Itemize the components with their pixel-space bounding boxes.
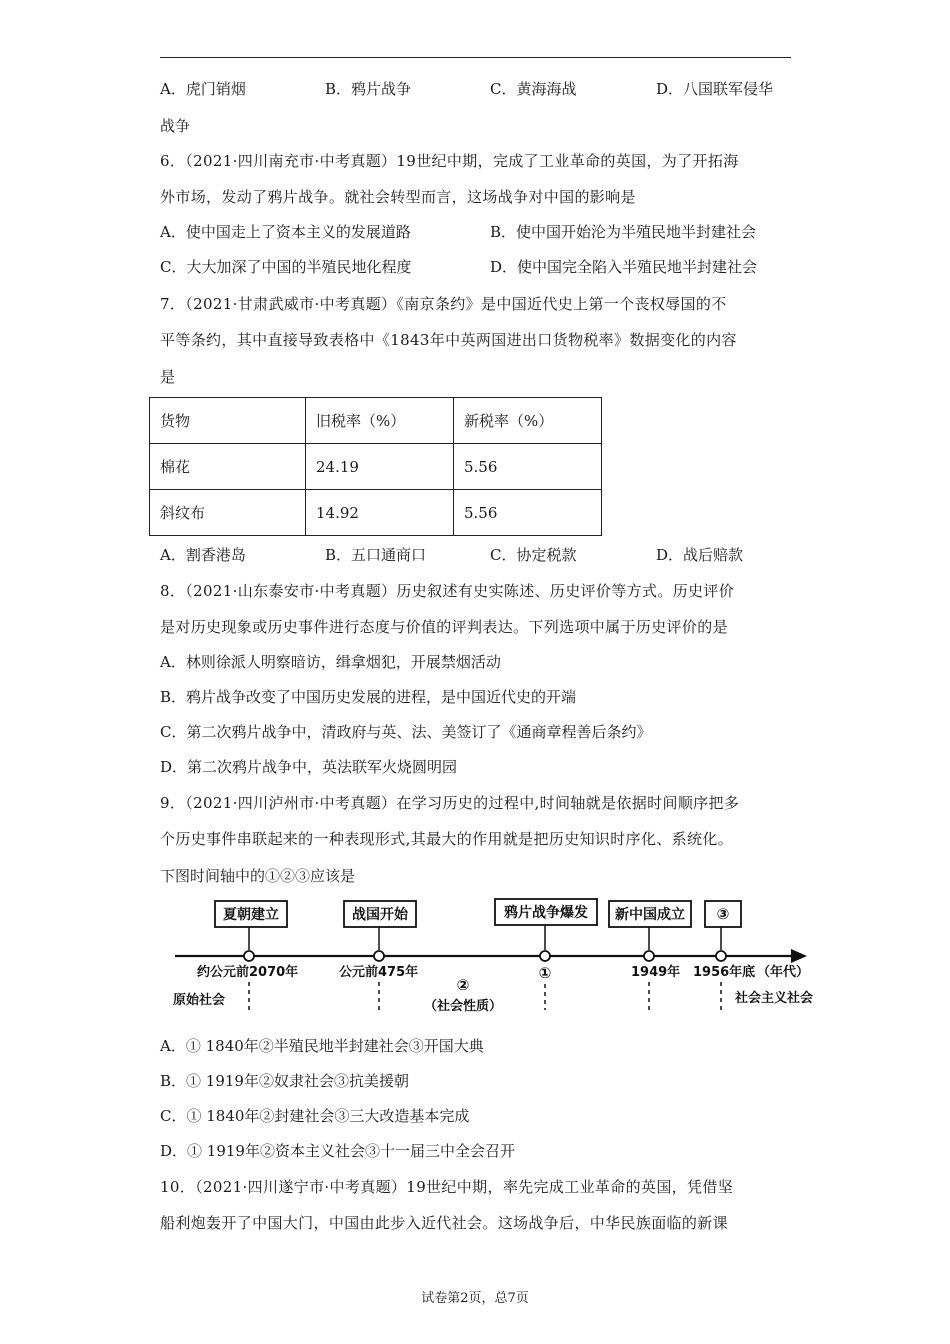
q8-option-b[interactable]: B．鸦片战争改变了中国历史发展的进程，是中国近代史的开端 <box>160 688 577 706</box>
era-label-blank-2: ② <box>456 976 470 994</box>
axis-unit-label: （年代） <box>757 965 810 980</box>
era-label-socialist: 社会主义社会 <box>735 991 814 1006</box>
event-label: ③ <box>716 905 730 923</box>
event-box-prc-founded <box>609 901 691 950</box>
table-cell: 斜纹布 <box>150 490 306 536</box>
q7-option-b[interactable]: B．五口通商口 <box>325 546 427 564</box>
q6-option-b[interactable]: B．使中国开始沦为半殖民地半封建社会 <box>490 223 757 241</box>
q5-option-a[interactable]: A．虎门销烟 <box>160 80 246 98</box>
q6-option-c[interactable]: C．大大加深了中国的半殖民地化程度 <box>160 258 412 276</box>
date-label-blank-1: ① <box>538 964 552 982</box>
q6-stem-line1: 6．（2021·四川南充市·中考真题）19世纪中期，完成了工业革命的英国，为了开拓海 <box>160 152 739 170</box>
table-header-cell: 货物 <box>150 398 306 444</box>
q7-stem-line3: 是 <box>160 368 176 386</box>
q5-option-b[interactable]: B．鸦片战争 <box>325 80 412 98</box>
q6-stem-line2: 外市场，发动了鸦片战争。就社会转型而言，这场战争对中国的影响是 <box>160 188 636 206</box>
q6-option-a[interactable]: A．使中国走上了资本主义的发展道路 <box>160 223 411 241</box>
date-label: 约公元前2070年 <box>197 965 299 980</box>
date-label: 1956年底 <box>693 965 756 980</box>
q7-option-d[interactable]: D．战后赔款 <box>656 546 744 564</box>
event-label: 新中国成立 <box>615 907 685 923</box>
table-header-row <box>150 398 602 444</box>
timeline-node <box>716 951 726 961</box>
q6-option-d[interactable]: D．使中国完全陷入半殖民地半封建社会 <box>490 258 758 276</box>
q7-option-c[interactable]: C．协定税款 <box>490 546 577 564</box>
table-cell: 14.92 <box>306 490 454 536</box>
table-row <box>150 444 602 490</box>
timeline-node <box>540 951 550 961</box>
timeline-arrowhead <box>791 949 807 963</box>
event-label: 夏朝建立 <box>223 907 279 923</box>
q8-option-d[interactable]: D．第二次鸦片战争中，英法联军火烧圆明园 <box>160 758 458 776</box>
q9-option-d[interactable]: D．① 1919年②资本主义社会③十一届三中全会召开 <box>160 1142 515 1160</box>
q9-option-a[interactable]: A．① 1840年②半殖民地半封建社会③开国大典 <box>160 1037 484 1055</box>
table-cell: 5.56 <box>454 490 602 536</box>
table-cell: 24.19 <box>306 444 454 490</box>
era-label-nature: （社会性质） <box>423 999 503 1014</box>
table-cell: 5.56 <box>454 444 602 490</box>
timeline-node <box>644 951 654 961</box>
q9-option-c[interactable]: C．① 1840年②封建社会③三大改造基本完成 <box>160 1107 470 1125</box>
q5-option-d[interactable]: D．八国联军侵华 <box>656 80 774 98</box>
q8-option-c[interactable]: C．第二次鸦片战争中，清政府与英、法、美签订了《通商章程善后条约》 <box>160 723 652 741</box>
q10-stem-line1: 10．（2021·四川遂宁市·中考真题）19世纪中期，率先完成工业革命的英国，凭借坚 <box>160 1178 734 1196</box>
q8-stem-line1: 8．（2021·山东泰安市·中考真题）历史叙述有史实陈述、历史评价等方式。历史评价 <box>160 582 735 600</box>
timeline-node <box>374 951 384 961</box>
event-box-warring-states <box>344 901 416 950</box>
q9-option-b[interactable]: B．① 1919年②奴隶社会③抗美援朝 <box>160 1072 409 1090</box>
event-label: 战国开始 <box>352 907 408 923</box>
tax-rate-table <box>149 397 602 536</box>
q8-option-a[interactable]: A．林则徐派人明察暗访，缉拿烟犯，开展禁烟活动 <box>160 653 501 671</box>
q9-stem-line1: 9．（2021·四川泸州市·中考真题）在学习历史的过程中,时间轴就是依据时间顺序把多 <box>160 794 740 812</box>
event-box-blank-3 <box>705 901 741 950</box>
q8-stem-line2: 是对历史现象或历史事件进行态度与价值的评判表达。下列选项中属于历史评价的是 <box>160 618 728 636</box>
date-label: 公元前475年 <box>339 965 419 980</box>
date-label: 1949年 <box>631 965 681 980</box>
event-label: 鸦片战争爆发 <box>504 905 588 921</box>
timeline-node <box>244 951 254 961</box>
table-cell: 棉花 <box>150 444 306 490</box>
table-header-cell: 新税率（%） <box>454 398 602 444</box>
q9-stem-line3: 下图时间轴中的①②③应该是 <box>160 867 356 885</box>
q5-option-c[interactable]: C．黄海海战 <box>490 80 577 98</box>
q10-stem-line2: 船利炮轰开了中国大门，中国由此步入近代社会。这场战争后，中华民族面临的新课 <box>160 1214 728 1232</box>
table-header-cell: 旧税率（%） <box>306 398 454 444</box>
q7-stem-line2: 平等条约，其中直接导致表格中《1843年中英两国进出口货物税率》数据变化的内容 <box>160 331 737 349</box>
q7-stem-line1: 7．（2021·甘肃武威市·中考真题）《南京条约》是中国近代史上第一个丧权辱国的不 <box>160 295 727 313</box>
q5-option-d-continuation: 战争 <box>160 117 191 135</box>
page-footer: 试卷第2页，总7页 <box>421 1291 529 1306</box>
event-box-xia <box>215 901 287 950</box>
era-label-primitive: 原始社会 <box>173 993 226 1008</box>
header-rule <box>160 57 791 58</box>
table-row <box>150 490 602 536</box>
event-box-opium-war <box>495 899 597 950</box>
q7-option-a[interactable]: A．割香港岛 <box>160 546 246 564</box>
history-timeline <box>155 894 835 1019</box>
q9-stem-line2: 个历史事件串联起来的一种表现形式,其最大的作用就是把历史知识时序化、系统化。 <box>160 830 734 848</box>
